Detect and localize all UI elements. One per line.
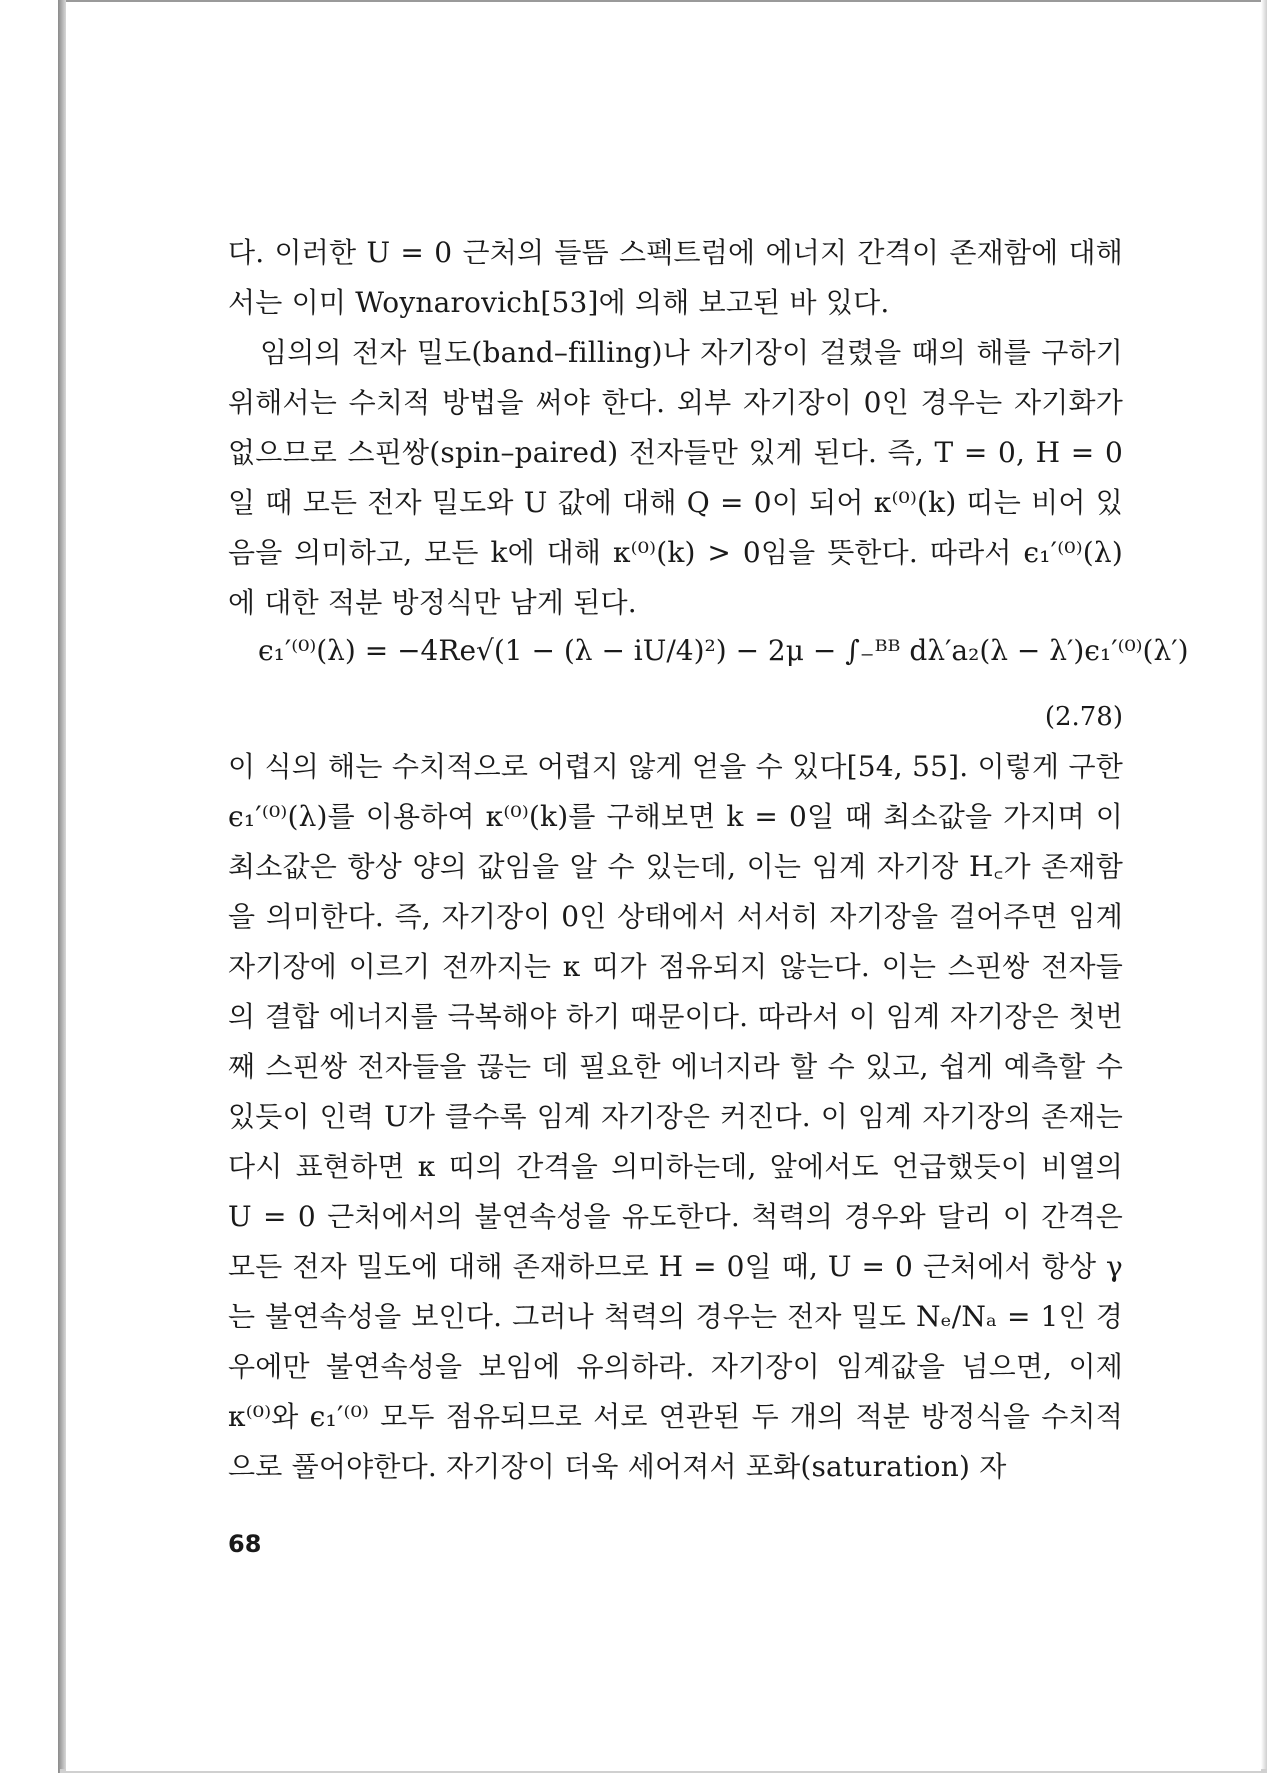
page-number: 68 bbox=[228, 1530, 262, 1558]
paragraph-2: 임의의 전자 밀도(band–filling)나 자기장이 걸렸을 때의 해를 구하기 위해서는 수치적 방법을 써야 한다. 외부 자기장이 0인 경우는 자기화가 없으므로 스핀쌍(spin–paired) 전자들만 있게 된다. 즉, T = 0, H = 0일 때 모든 전자 밀도와 U 값에 대해 Q = 0이 되어 κ⁽⁰⁾(k) 띠는 비어 있음을 의미하고, 모든 k에 대해 κ⁽⁰⁾(k) > 0임을 뜻한다. 따라서 ϵ₁′⁽⁰⁾(λ)에 대한 적분 방정식만 남게 된다. bbox=[228, 336, 1123, 619]
equation-number: (2.78) bbox=[1044, 702, 1123, 732]
body-text-bottom bbox=[228, 742, 1123, 1492]
binding-shadow bbox=[58, 0, 66, 1773]
equation-block bbox=[228, 626, 1189, 738]
page-edge-right bbox=[1261, 0, 1267, 1773]
equation-2-78: ϵ₁′⁽⁰⁾(λ) = −4Re√(1 − (λ − iU/4)²) − 2μ − ∫₋ᴮᴮ dλ′a₂(λ − λ′)ϵ₁′⁽⁰⁾(λ′) bbox=[258, 634, 1189, 667]
body-text-top bbox=[228, 228, 1123, 628]
paragraph-1: 다. 이러한 U = 0 근처의 들뜸 스펙트럼에 에너지 간격이 존재함에 대해서는 이미 Woynarovich[53]에 의해 보고된 바 있다. bbox=[228, 236, 1123, 319]
paragraph-3: 이 식의 해는 수치적으로 어렵지 않게 얻을 수 있다[54, 55]. 이렇게 구한 ϵ₁′⁽⁰⁾(λ)를 이용하여 κ⁽⁰⁾(k)를 구해보면 k = 0일 때 최소값을 가지며 이 최소값은 항상 양의 값임을 알 수 있는데, 이는 임계 자기장 H꜀가 존재함을 의미한다. 즉, 자기장이 0인 상태에서 서서히 자기장을 걸어주면 임계 자기장에 이르기 전까지는 κ 띠가 점유되지 않는다. 이는 스핀쌍 전자들의 결합 에너지를 극복해야 하기 때문이다. 따라서 이 임계 자기장은 첫번째 스핀쌍 전자들을 끊는 데 필요한 에너지라 할 수 있고, 쉽게 예측할 수 있듯이 인력 U가 클수록 임계 자기장은 커진다. 이 임계 자기장의 존재는 다시 표현하면 κ 띠의 간격을 의미하는데, 앞에서도 언급했듯이 비열의 U = 0 근처에서의 불연속성을 유도한다. 척력의 경우와 달리 이 간격은 모든 전자 밀도에 대해 존재하므로 H = 0일 때, U = 0 근처에서 항상 γ는 불연속성을 보인다. 그러나 척력의 경우는 전자 밀도 Nₑ/Nₐ = 1인 경우에만 불연속성을 보임에 유의하라. 자기장이 임계값을 넘으면, 이제 κ⁽⁰⁾와 ϵ₁′⁽⁰⁾ 모두 점유되므로 서로 연관된 두 개의 적분 방정식을 수치적으로 풀어야한다. 자기장이 더욱 세어져서 포화(saturation) 자 bbox=[228, 750, 1123, 1483]
